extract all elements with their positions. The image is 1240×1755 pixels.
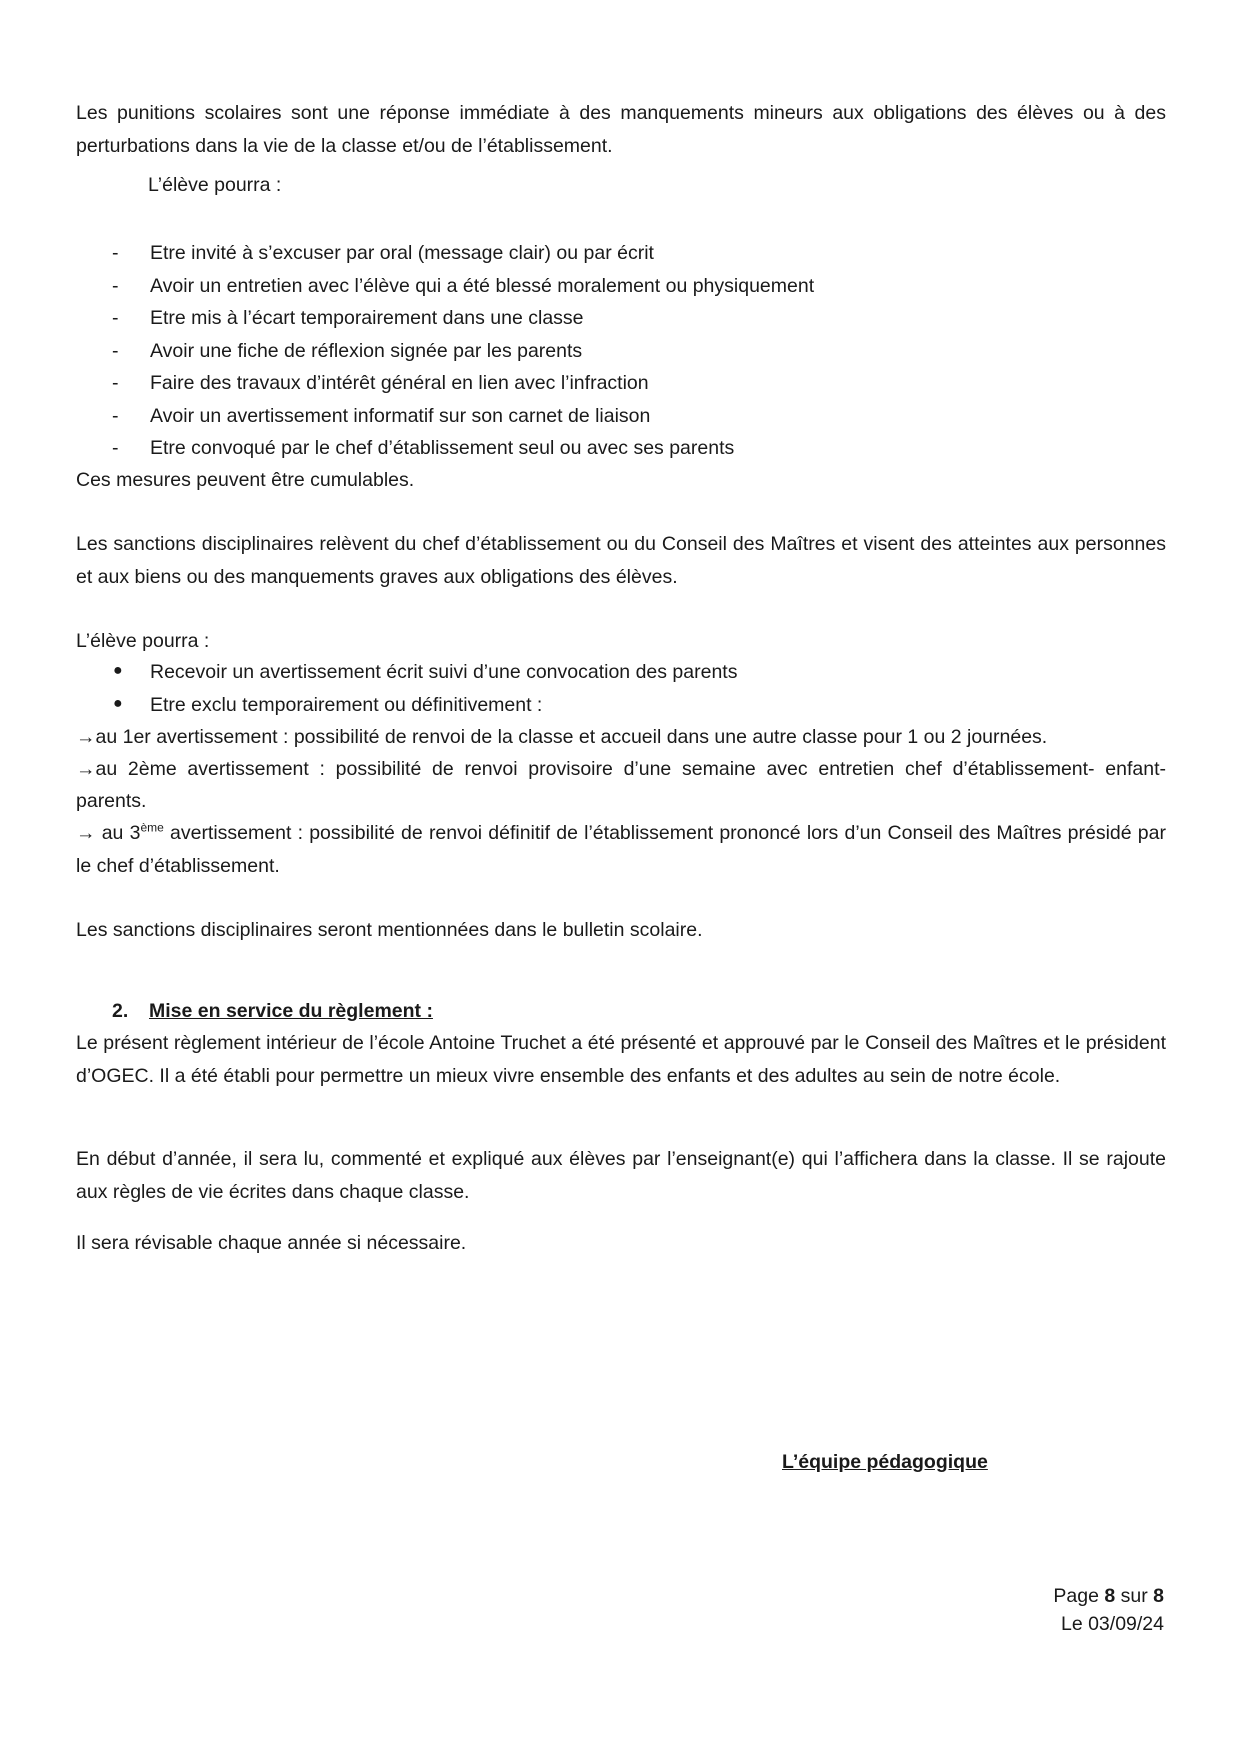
- section-2-heading: [112, 995, 433, 1028]
- document-date: Le 03/09/24: [1060, 1613, 1164, 1635]
- list-dash-marker: -: [112, 339, 119, 362]
- list-dash-marker: -: [112, 274, 119, 297]
- bulletin-text: Les sanctions disciplinaires seront mentionnées dans le bulletin scolaire.: [76, 919, 703, 941]
- mise-en-service-paragraph: Le présent règlement intérieur de l’école Antoine Truchet a été présenté et approuvé par le Conseil des Maîtres et le président d’OGEC. Il a été établi pour permettre un mieux vivre ensemble des enfants et des adultes au sein de notre école.: [76, 1032, 1166, 1087]
- list-dash-marker: -: [112, 307, 119, 329]
- punitions-list: [76, 237, 1166, 465]
- sanctions-list: [76, 656, 1166, 722]
- avertissement-2-line-2: parents.: [76, 790, 147, 812]
- avertissement-2-line-1: →au 2ème avertissement : possibilité de renvoi provisoire d’une semaine avec entretien chef d’établissement- enfant-: [76, 758, 1166, 780]
- bullet-icon: ●: [113, 695, 123, 712]
- eleve-pourra-label: L’élève pourra :: [148, 174, 282, 196]
- avertissement-3: → au 3ème avertissement : possibilité de renvoi définitif de l’établissement prononcé lors d’un Conseil des Maîtres présidé par le chef d’établissement.: [76, 820, 1166, 877]
- list-item: - Etre mis à l’écart temporairement dans une classe: [76, 302, 1166, 335]
- list-item: - Etre convoqué par le chef d’établissement seul ou avec ses parents: [76, 432, 1166, 465]
- list-item: - Avoir un entretien avec l’élève qui a été blessé moralement ou physiquement: [76, 270, 1166, 303]
- section-title: Mise en service du règlement :: [149, 1000, 433, 1022]
- revisable-text: Il sera révisable chaque année si nécessaire.: [76, 1232, 467, 1254]
- page-number: Page 8 sur 8: [1053, 1585, 1164, 1607]
- avertissement-1: →au 1er avertissement : possibilité de renvoi de la classe et accueil dans une autre classe pour 1 ou 2 journées.: [76, 726, 1048, 748]
- list-dash-marker: -: [112, 404, 119, 427]
- list-item: ● Etre exclu temporairement ou définitivement :: [76, 689, 1166, 722]
- list-dash-marker: -: [112, 242, 119, 264]
- list-item: - Faire des travaux d’intérêt général en lien avec l’infraction: [76, 367, 1166, 400]
- list-item: - Avoir un avertissement informatif sur son carnet de liaison: [76, 400, 1166, 433]
- signature-equipe: L’équipe pédagogique: [782, 1451, 988, 1473]
- sanctions-paragraph: Les sanctions disciplinaires relèvent du chef d’établissement ou du Conseil des Maîtres et visent des atteintes aux personnes et aux biens ou des manquements graves aux obligations des élèves.: [76, 533, 1166, 588]
- superscript: ème: [140, 820, 164, 835]
- cumulables-text: Ces mesures peuvent être cumulables.: [76, 469, 415, 491]
- intro-paragraph: Les punitions scolaires sont une réponse immédiate à des manquements mineurs aux obligations des élèves ou à des perturbations dans la vie de la classe et/ou de l’établissement.: [76, 102, 1166, 157]
- list-dash-marker: -: [112, 372, 119, 394]
- eleve-pourra-label-2: L’élève pourra :: [76, 630, 210, 652]
- list-dash-marker: -: [112, 437, 119, 459]
- debut-annee-paragraph: En début d’année, il sera lu, commenté et expliqué aux élèves par l’enseignant(e) qui l’affichera dans la classe. Il se rajoute aux règles de vie écrites dans chaque classe.: [76, 1148, 1166, 1203]
- bullet-icon: ●: [113, 662, 123, 679]
- list-item: - Avoir une fiche de réflexion signée par les parents: [76, 335, 1166, 368]
- section-number: 2.: [112, 1000, 129, 1022]
- page-footer: [1053, 1582, 1164, 1638]
- list-item: ● Recevoir un avertissement écrit suivi d’une convocation des parents: [76, 656, 1166, 689]
- list-item: - Etre invité à s’excuser par oral (message clair) ou par écrit: [76, 237, 1166, 270]
